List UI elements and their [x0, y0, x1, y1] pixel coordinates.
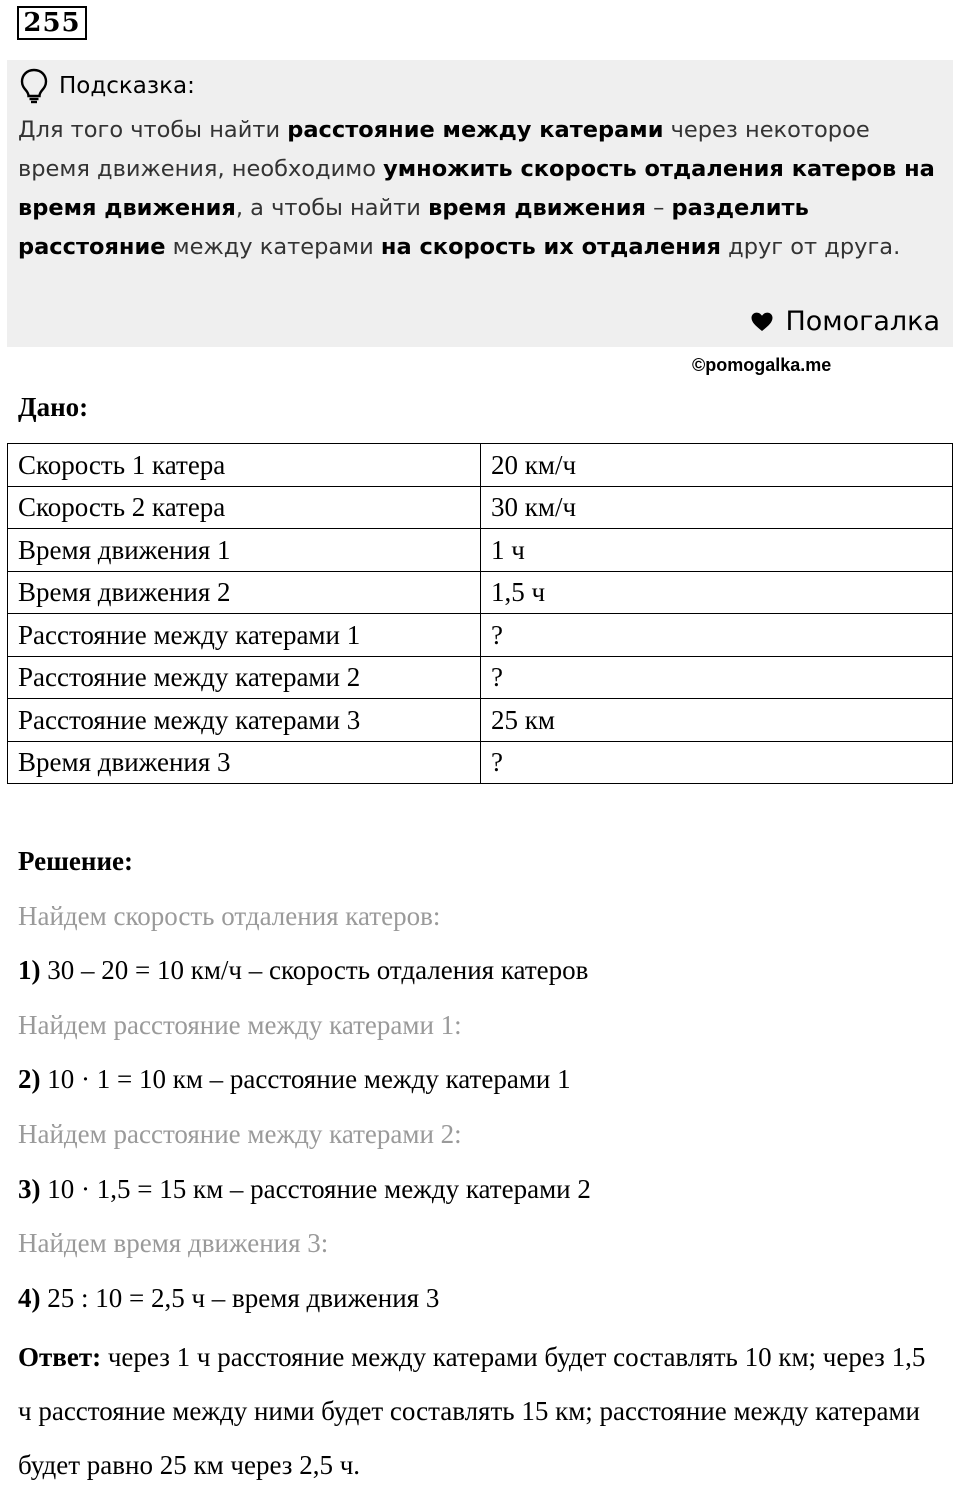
- answer-text: через 1 ч расстояние между катерами будет составлять 10 км; через 1,5 ч расстояние между ними будет составлять 15 км; расстояние между катерами будет равно 25 км через 2,5 ч.: [18, 1342, 926, 1480]
- hint-text-emphasis: разделить расстояние: [18, 195, 809, 260]
- step-text: 10 · 1,5 = 15 км – расстояние между катерами 2: [40, 1173, 591, 1204]
- table-row: [8, 699, 953, 742]
- step-line: [18, 1169, 948, 1224]
- quantity-name: Время движения 3: [8, 741, 481, 784]
- hint-header: [19, 68, 195, 104]
- quantity-name: Время движения 2: [8, 571, 481, 614]
- table-row: [8, 571, 953, 614]
- quantity-value: 20 км/ч: [481, 444, 953, 487]
- quantity-value: ?: [481, 741, 953, 784]
- step-line: [18, 1278, 948, 1333]
- heart-icon: [751, 312, 773, 332]
- step-number: 1): [18, 955, 41, 986]
- quantity-name: Расстояние между катерами 2: [8, 656, 481, 699]
- brand-signature: [751, 304, 940, 340]
- table-row: [8, 614, 953, 657]
- hint-text-emphasis: на скорость их отдаления: [380, 234, 721, 260]
- hint-text-part: между катерами: [165, 234, 381, 260]
- step-number: 3): [18, 1173, 41, 1204]
- hint-box: [7, 60, 953, 347]
- solution-section: [18, 841, 948, 1332]
- quantity-value: 1 ч: [481, 529, 953, 572]
- given-table: [7, 443, 953, 784]
- step-number: 4): [18, 1282, 41, 1313]
- quantity-value: ?: [481, 656, 953, 699]
- quantity-value: 1,5 ч: [481, 571, 953, 614]
- answer-paragraph: [18, 1330, 943, 1492]
- step-intro: Найдем расстояние между катерами 1:: [18, 1009, 462, 1040]
- solution-heading: Решение:: [18, 846, 133, 876]
- table-row: [8, 741, 953, 784]
- hint-text-emphasis: умножить скорость отдаления катеров на время движения: [18, 156, 935, 221]
- brand-name: Помогалка: [785, 306, 940, 337]
- hint-text-emphasis: расстояние между катерами: [287, 117, 664, 143]
- answer-label: Ответ:: [18, 1342, 102, 1372]
- step-text: 10 · 1 = 10 км – расстояние между катерами 1: [40, 1064, 571, 1095]
- step-text: 30 – 20 = 10 км/ч – скорость отдаления катеров: [40, 955, 589, 986]
- hint-title: Подсказка:: [59, 73, 195, 99]
- table-row: [8, 656, 953, 699]
- lightbulb-icon: [19, 68, 49, 104]
- step-line: [18, 950, 948, 1005]
- step-intro: Найдем скорость отдаления катеров:: [18, 900, 441, 931]
- hint-text: [18, 111, 943, 267]
- task-number: 255: [17, 6, 87, 40]
- hint-text-part: через некоторое время движения, необходимо: [18, 117, 870, 182]
- table-row: [8, 486, 953, 529]
- hint-text-part: , а чтобы найти: [235, 195, 429, 221]
- solution-label: [18, 841, 948, 896]
- quantity-value: ?: [481, 614, 953, 657]
- quantity-name: Скорость 1 катера: [8, 444, 481, 487]
- quantity-name: Время движения 1: [8, 529, 481, 572]
- quantity-name: Расстояние между катерами 1: [8, 614, 481, 657]
- quantity-value: 30 км/ч: [481, 486, 953, 529]
- hint-text-part: Для того чтобы найти: [18, 117, 288, 143]
- quantity-value: 25 км: [481, 699, 953, 742]
- table-row: [8, 529, 953, 572]
- step-number: 2): [18, 1064, 41, 1095]
- hint-text-part: –: [645, 195, 672, 221]
- hint-text-emphasis: время движения: [428, 195, 646, 221]
- step-text: 25 : 10 = 2,5 ч – время движения 3: [40, 1282, 440, 1313]
- step-line: [18, 1059, 948, 1114]
- hint-text-part: друг от друга.: [721, 234, 901, 260]
- quantity-name: Скорость 2 катера: [8, 486, 481, 529]
- table-row: [8, 444, 953, 487]
- quantity-name: Расстояние между катерами 3: [8, 699, 481, 742]
- step-intro: Найдем расстояние между катерами 2:: [18, 1118, 462, 1149]
- given-label: Дано:: [18, 392, 89, 422]
- copyright-text: ©pomogalka.me: [692, 355, 832, 375]
- step-intro: Найдем время движения 3:: [18, 1228, 329, 1259]
